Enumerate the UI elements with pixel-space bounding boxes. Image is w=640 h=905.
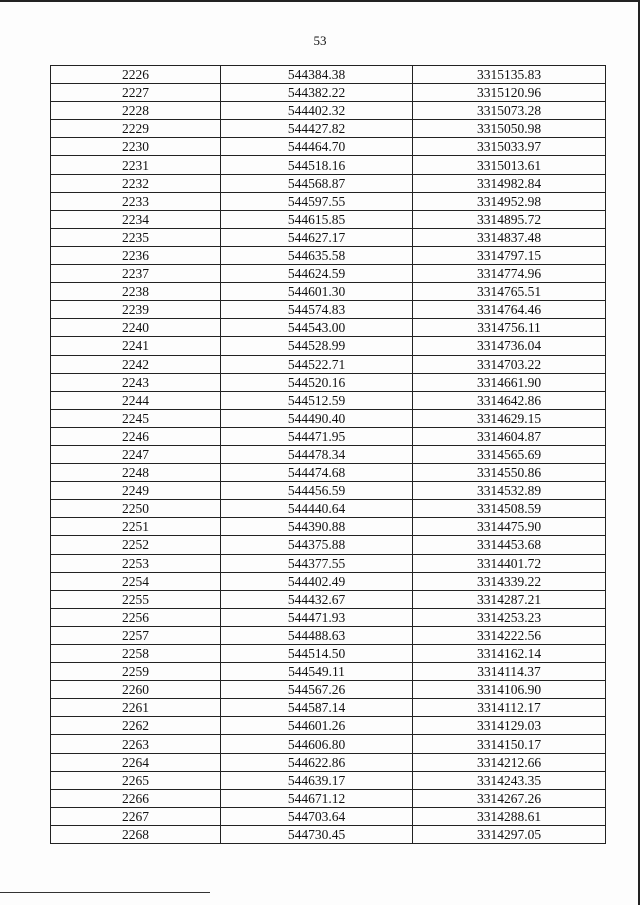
table-row — [51, 789, 606, 807]
point-number-cell: 2238 — [51, 283, 221, 301]
x-coordinate-cell: 544456.59 — [221, 482, 413, 500]
table-row — [51, 663, 606, 681]
x-coordinate-cell: 544471.95 — [221, 427, 413, 445]
point-number-cell: 2232 — [51, 174, 221, 192]
x-coordinate-cell: 544574.83 — [221, 301, 413, 319]
point-number-cell: 2254 — [51, 572, 221, 590]
point-number-cell: 2228 — [51, 102, 221, 120]
y-coordinate-cell: 3314837.48 — [413, 228, 606, 246]
point-number-cell: 2246 — [51, 427, 221, 445]
x-coordinate-cell: 544402.49 — [221, 572, 413, 590]
table-row — [51, 753, 606, 771]
x-coordinate-cell: 544567.26 — [221, 681, 413, 699]
table-row — [51, 717, 606, 735]
point-number-cell: 2255 — [51, 590, 221, 608]
point-number-cell: 2256 — [51, 608, 221, 626]
y-coordinate-cell: 3314243.35 — [413, 771, 606, 789]
x-coordinate-cell: 544490.40 — [221, 409, 413, 427]
y-coordinate-cell: 3314162.14 — [413, 645, 606, 663]
table-row — [51, 427, 606, 445]
x-coordinate-cell: 544375.88 — [221, 536, 413, 554]
x-coordinate-cell: 544440.64 — [221, 500, 413, 518]
x-coordinate-cell: 544549.11 — [221, 663, 413, 681]
y-coordinate-cell: 3314150.17 — [413, 735, 606, 753]
x-coordinate-cell: 544474.68 — [221, 464, 413, 482]
x-coordinate-cell: 544730.45 — [221, 825, 413, 843]
y-coordinate-cell: 3314642.86 — [413, 391, 606, 409]
table-row — [51, 210, 606, 228]
point-number-cell: 2245 — [51, 409, 221, 427]
x-coordinate-cell: 544568.87 — [221, 174, 413, 192]
point-number-cell: 2231 — [51, 156, 221, 174]
coordinates-table-body — [51, 66, 606, 844]
x-coordinate-cell: 544601.26 — [221, 717, 413, 735]
point-number-cell: 2249 — [51, 482, 221, 500]
y-coordinate-cell: 3314952.98 — [413, 192, 606, 210]
x-coordinate-cell: 544390.88 — [221, 518, 413, 536]
x-coordinate-cell: 544606.80 — [221, 735, 413, 753]
y-coordinate-cell: 3314661.90 — [413, 373, 606, 391]
table-row — [51, 228, 606, 246]
table-row — [51, 445, 606, 463]
table-row — [51, 391, 606, 409]
y-coordinate-cell: 3314756.11 — [413, 319, 606, 337]
point-number-cell: 2261 — [51, 699, 221, 717]
y-coordinate-cell: 3314508.59 — [413, 500, 606, 518]
table-row — [51, 626, 606, 644]
table-row — [51, 681, 606, 699]
point-number-cell: 2236 — [51, 246, 221, 264]
point-number-cell: 2247 — [51, 445, 221, 463]
y-coordinate-cell: 3314339.22 — [413, 572, 606, 590]
table-row — [51, 265, 606, 283]
point-number-cell: 2251 — [51, 518, 221, 536]
x-coordinate-cell: 544402.32 — [221, 102, 413, 120]
y-coordinate-cell: 3315135.83 — [413, 66, 606, 84]
x-coordinate-cell: 544543.00 — [221, 319, 413, 337]
y-coordinate-cell: 3314532.89 — [413, 482, 606, 500]
y-coordinate-cell: 3314774.96 — [413, 265, 606, 283]
point-number-cell: 2226 — [51, 66, 221, 84]
x-coordinate-cell: 544432.67 — [221, 590, 413, 608]
point-number-cell: 2253 — [51, 554, 221, 572]
point-number-cell: 2264 — [51, 753, 221, 771]
y-coordinate-cell: 3315050.98 — [413, 120, 606, 138]
point-number-cell: 2229 — [51, 120, 221, 138]
x-coordinate-cell: 544514.50 — [221, 645, 413, 663]
table-row — [51, 84, 606, 102]
x-coordinate-cell: 544382.22 — [221, 84, 413, 102]
point-number-cell: 2234 — [51, 210, 221, 228]
table-row — [51, 699, 606, 717]
y-coordinate-cell: 3314764.46 — [413, 301, 606, 319]
y-coordinate-cell: 3314401.72 — [413, 554, 606, 572]
table-row — [51, 554, 606, 572]
table-row — [51, 807, 606, 825]
table-row — [51, 572, 606, 590]
y-coordinate-cell: 3314106.90 — [413, 681, 606, 699]
page-number: 53 — [313, 33, 327, 48]
table-row — [51, 464, 606, 482]
table-row — [51, 825, 606, 843]
table-row — [51, 355, 606, 373]
point-number-cell: 2242 — [51, 355, 221, 373]
point-number-cell: 2243 — [51, 373, 221, 391]
x-coordinate-cell: 544624.59 — [221, 265, 413, 283]
x-coordinate-cell: 544622.86 — [221, 753, 413, 771]
point-number-cell: 2248 — [51, 464, 221, 482]
table-row — [51, 771, 606, 789]
point-number-cell: 2260 — [51, 681, 221, 699]
point-number-cell: 2233 — [51, 192, 221, 210]
y-coordinate-cell: 3314222.56 — [413, 626, 606, 644]
y-coordinate-cell: 3314297.05 — [413, 825, 606, 843]
x-coordinate-cell: 544464.70 — [221, 138, 413, 156]
table-row — [51, 735, 606, 753]
table-row — [51, 590, 606, 608]
y-coordinate-cell: 3314212.66 — [413, 753, 606, 771]
x-coordinate-cell: 544427.82 — [221, 120, 413, 138]
table-row — [51, 192, 606, 210]
table-row — [51, 66, 606, 84]
y-coordinate-cell: 3314287.21 — [413, 590, 606, 608]
point-number-cell: 2241 — [51, 337, 221, 355]
x-coordinate-cell: 544512.59 — [221, 391, 413, 409]
y-coordinate-cell: 3314129.03 — [413, 717, 606, 735]
x-coordinate-cell: 544671.12 — [221, 789, 413, 807]
point-number-cell: 2263 — [51, 735, 221, 753]
y-coordinate-cell: 3314604.87 — [413, 427, 606, 445]
y-coordinate-cell: 3314114.37 — [413, 663, 606, 681]
x-coordinate-cell: 544377.55 — [221, 554, 413, 572]
x-coordinate-cell: 544627.17 — [221, 228, 413, 246]
table-row — [51, 500, 606, 518]
table-row — [51, 156, 606, 174]
y-coordinate-cell: 3314550.86 — [413, 464, 606, 482]
point-number-cell: 2250 — [51, 500, 221, 518]
y-coordinate-cell: 3314475.90 — [413, 518, 606, 536]
x-coordinate-cell: 544703.64 — [221, 807, 413, 825]
table-row — [51, 536, 606, 554]
table-row — [51, 645, 606, 663]
table-row — [51, 301, 606, 319]
y-coordinate-cell: 3314736.04 — [413, 337, 606, 355]
y-coordinate-cell: 3314765.51 — [413, 283, 606, 301]
x-coordinate-cell: 544597.55 — [221, 192, 413, 210]
y-coordinate-cell: 3315120.96 — [413, 84, 606, 102]
y-coordinate-cell: 3314895.72 — [413, 210, 606, 228]
top-border-line — [0, 0, 640, 2]
table-row — [51, 518, 606, 536]
y-coordinate-cell: 3315073.28 — [413, 102, 606, 120]
x-coordinate-cell: 544601.30 — [221, 283, 413, 301]
table-row — [51, 608, 606, 626]
table-row — [51, 482, 606, 500]
x-coordinate-cell: 544478.34 — [221, 445, 413, 463]
x-coordinate-cell: 544587.14 — [221, 699, 413, 717]
x-coordinate-cell: 544520.16 — [221, 373, 413, 391]
table-row — [51, 337, 606, 355]
point-number-cell: 2240 — [51, 319, 221, 337]
x-coordinate-cell: 544471.93 — [221, 608, 413, 626]
x-coordinate-cell: 544635.58 — [221, 246, 413, 264]
table-row — [51, 283, 606, 301]
y-coordinate-cell: 3314288.61 — [413, 807, 606, 825]
table-row — [51, 373, 606, 391]
table-row — [51, 174, 606, 192]
point-number-cell: 2230 — [51, 138, 221, 156]
y-coordinate-cell: 3314797.15 — [413, 246, 606, 264]
y-coordinate-cell: 3314267.26 — [413, 789, 606, 807]
table-row — [51, 138, 606, 156]
table-row — [51, 102, 606, 120]
y-coordinate-cell: 3314565.69 — [413, 445, 606, 463]
point-number-cell: 2239 — [51, 301, 221, 319]
y-coordinate-cell: 3315013.61 — [413, 156, 606, 174]
x-coordinate-cell: 544488.63 — [221, 626, 413, 644]
x-coordinate-cell: 544615.85 — [221, 210, 413, 228]
x-coordinate-cell: 544639.17 — [221, 771, 413, 789]
coordinates-table — [50, 65, 606, 844]
point-number-cell: 2244 — [51, 391, 221, 409]
y-coordinate-cell: 3314453.68 — [413, 536, 606, 554]
y-coordinate-cell: 3315033.97 — [413, 138, 606, 156]
table-row — [51, 120, 606, 138]
table-row — [51, 246, 606, 264]
y-coordinate-cell: 3314703.22 — [413, 355, 606, 373]
x-coordinate-cell: 544518.16 — [221, 156, 413, 174]
point-number-cell: 2237 — [51, 265, 221, 283]
point-number-cell: 2257 — [51, 626, 221, 644]
y-coordinate-cell: 3314629.15 — [413, 409, 606, 427]
point-number-cell: 2259 — [51, 663, 221, 681]
y-coordinate-cell: 3314253.23 — [413, 608, 606, 626]
point-number-cell: 2265 — [51, 771, 221, 789]
point-number-cell: 2268 — [51, 825, 221, 843]
table-row — [51, 409, 606, 427]
point-number-cell: 2235 — [51, 228, 221, 246]
point-number-cell: 2266 — [51, 789, 221, 807]
x-coordinate-cell: 544384.38 — [221, 66, 413, 84]
table-row — [51, 319, 606, 337]
footnote-separator — [0, 892, 210, 893]
point-number-cell: 2267 — [51, 807, 221, 825]
x-coordinate-cell: 544528.99 — [221, 337, 413, 355]
point-number-cell: 2252 — [51, 536, 221, 554]
y-coordinate-cell: 3314112.17 — [413, 699, 606, 717]
y-coordinate-cell: 3314982.84 — [413, 174, 606, 192]
point-number-cell: 2227 — [51, 84, 221, 102]
point-number-cell: 2258 — [51, 645, 221, 663]
point-number-cell: 2262 — [51, 717, 221, 735]
x-coordinate-cell: 544522.71 — [221, 355, 413, 373]
